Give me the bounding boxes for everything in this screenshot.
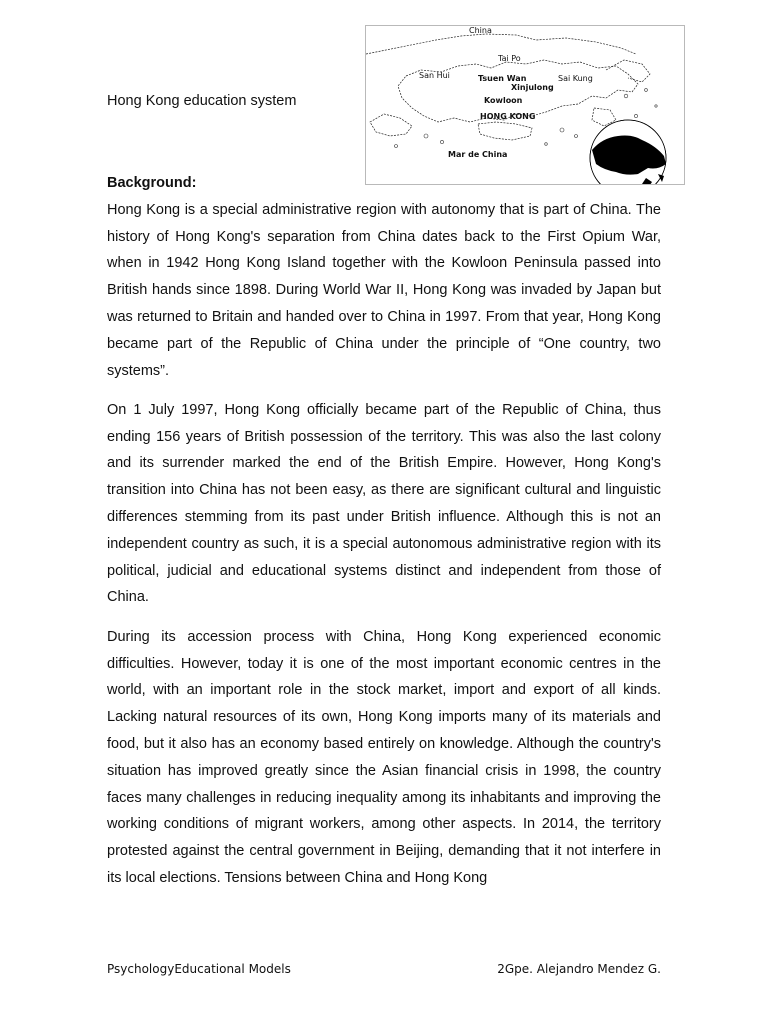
map-label-san-hui: San Hui <box>419 71 450 80</box>
paragraph: On 1 July 1997, Hong Kong officially became part of the Republic of China, thus ending 156 years of British possession of the territory. This was also the last colony and its surrender marked the end of the British Empire. However, Hong Kong's transition into China has not been easy, as there are significant cultural and linguistic differences stemming from its past under British influence. Although this is not an independent country as such, it is a special autonomous administrative region with its political, judicial and educational systems distinct and independent from those of China. <box>107 401 661 606</box>
map-label-hong-kong: HONG KONG <box>480 112 536 121</box>
document-title: Hong Kong education system <box>107 93 297 109</box>
section-heading: Background: <box>107 175 197 191</box>
footer-right-text: 2Gpe. Alejandro Mendez G. <box>497 962 661 976</box>
page-footer <box>107 961 661 977</box>
map-label-xinjulong: Xinjulong <box>511 83 554 92</box>
footer-left-text: PsychologyEducational Models <box>107 962 291 976</box>
paragraph: Hong Kong is a special administrative region with autonomy that is part of China. The history of Hong Kong's separation from China dates back to the First Opium War, when in 1942 Hong Kong Island together with the Kowloon Peninsula passed into British hands since 1898. During World War II, Hong Kong was invaded by Japan but was returned to Britain and handed over to China in 1997. From that year, Hong Kong became part of the Republic of China under the principle of “One country, two systems”. <box>107 201 661 379</box>
document-body <box>107 170 661 904</box>
map-label-tsuen-wan: Tsuen Wan <box>478 74 527 83</box>
map-label-sai-kung: Sai Kung <box>558 74 593 83</box>
map-drawing <box>366 26 685 185</box>
map-label-sea: Mar de China <box>448 150 508 159</box>
map-label-kowloon: Kowloon <box>484 96 523 105</box>
paragraph: During its accession process with China, Hong Kong experienced economic difficulties. However, today it is one of the most important economic centres in the world, with an important role in the stock market, import and export of all kinds. Lacking natural resources of its own, Hong Kong imports many of its materials and food, but it also has an economy based entirely on knowledge. Although the country's situation has improved greatly since the Asian financial crisis in 1998, the country faces many challenges in reducing inequality among its inhabitants and improving the working conditions of migrant workers, among other aspects. In 2014, the territory protested against the central government in Beijing, demanding that it not interfere in its local elections. Tensions between China and Hong Kong <box>107 628 661 886</box>
map-label-china: China <box>469 26 492 35</box>
hong-kong-map <box>365 25 685 185</box>
map-label-tai-po: Tai Po <box>498 54 521 63</box>
